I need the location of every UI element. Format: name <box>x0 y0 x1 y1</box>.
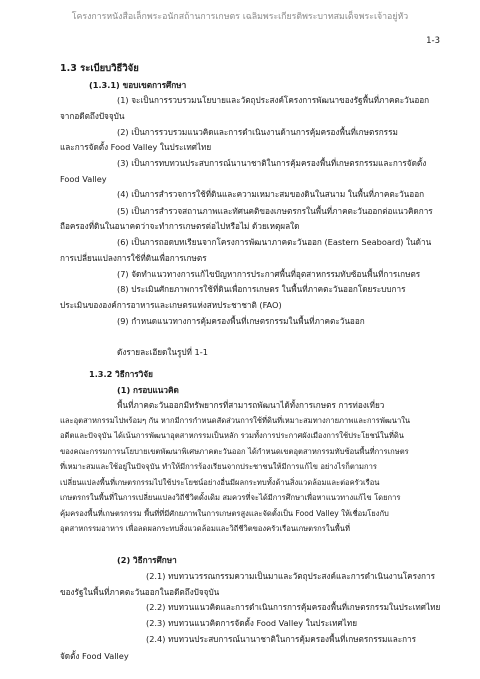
study-item-2-line-1: (2.2) ทบทวนแนวคิดและการดำเนินการการคุ้มครองพื้นที่เกษตรกรรมในประเทศไทย <box>146 602 441 612</box>
framework-line: เปลี่ยนแปลงพื้นที่เกษตรกรรมไปใช้ประโยชน์อย่างอื่นมีผลกระทบทั้งด้านสิ่งแวดล้อมและต่อครัวเรือน <box>60 478 380 487</box>
framework-line: คุ้มครองพื้นที่เกษตรกรรม พื้นที่ที่มีศักยภาพในการเกษตรสูงและจัดตั้งเป็น Food Valley ให้เชื่อมโยงกับ <box>60 509 389 518</box>
study-item-4-line-2: จัดตั้ง Food Valley <box>60 651 129 661</box>
study-item-1-line-2: ของรัฐในพื้นที่ภาคตะวันออกในอดีตถึงปัจจุบัน <box>60 587 220 597</box>
scope-heading: (1.3.1) ขอบเขตการศึกษา <box>89 80 187 90</box>
scope-item-3-line-2: Food Valley <box>60 174 107 184</box>
method-heading: 1.3.2 วิธีการวิจัย <box>89 369 153 379</box>
study-item-3-line-1: (2.3) ทบทวนแนวคิดการจัดตั้ง Food Valley ในประเทศไทย <box>146 618 357 628</box>
study-item-1-line-1: (2.1) ทบทวนวรรณกรรมความเป็นมาและวัตถุประสงค์และการดำเนินงานโครงการ <box>146 571 435 581</box>
figure-reference: ดังรายละเอียดในรูปที่ 1-1 <box>117 347 208 357</box>
scope-item-6-line-2: การเปลี่ยนแปลงการใช้ที่ดินเพื่อการเกษตร <box>60 253 207 263</box>
framework-line: ที่เหมาะสมและใช้อยู่ในปัจจุบัน ทำให้มีการร้องเรียนจากประชาชนให้มีการแก้ไข อย่างไรก็ตามการ <box>60 462 377 471</box>
scope-item-1-line-2: จากอดีตถึงปัจจุบัน <box>60 111 125 121</box>
scope-item-3-line-1: (3) เป็นการทบทวนประสบการณ์นานาชาติในการคุ้มครองพื้นที่เกษตรกรรมและการจัดตั้ง <box>117 158 427 168</box>
framework-line: พื้นที่ภาคตะวันออกมีทรัพยากรที่สามารถพัฒนาได้ทั้งการเกษตร การท่องเที่ยว <box>117 400 385 410</box>
scope-item-5-line-1: (5) เป็นการสำรวจสถานภาพและทัศนคติของเกษตรกรในพื้นที่ภาคตะวันออกต่อแนวคิดการ <box>117 206 433 216</box>
framework-heading: (1) กรอบแนวคิด <box>117 385 179 395</box>
scope-item-5-line-2: ถือครองที่ดินในอนาคตว่าจะทำการเกษตรต่อไปหรือไม่ ด้วยเหตุผลใด <box>60 221 300 231</box>
section-title: 1.3 ระเบียบวิธีวิจัย <box>60 63 139 74</box>
scope-item-8-line-2: ประเมินขององค์การอาหารและเกษตรแห่งสหประชาชาติ (FAO) <box>60 300 282 310</box>
running-header: โครงการหนังสือเล็กพระอนักสถ้านการเกษตร เฉลิมพระเกียรติพระบาทสมเด็จพระเจ้าอยู่หัว <box>71 12 409 22</box>
page-number: 1-3 <box>426 36 440 46</box>
scope-item-1-line-1: (1) จะเป็นการรวบรวมนโยบายและวัตถุประสงค์โครงการพัฒนาของรัฐพื้นที่ภาคตะวันออก <box>117 95 430 105</box>
framework-line: อดีตและปัจจุบัน ได้เน้นการพัฒนาอุตสาหกรรมเป็นหลัก รวมทั้งการประกาศผังเมืองการใช้ประโยชน์ในที่ดิน <box>60 431 404 440</box>
scope-item-4-line-1: (4) เป็นการสำรวจการใช้ที่ดินและความเหมาะสมของดินในสนาม ในพื้นที่ภาคตะวันออก <box>117 189 425 199</box>
scope-item-9-line-1: (9) กำหนดแนวทางการคุ้มครองพื้นที่เกษตรกรรมในพื้นที่ภาคตะวันออก <box>117 316 365 326</box>
framework-line: ของคณะกรรมการนโยบายเขตพัฒนาพิเศษภาคตะวันออก ได้กำหนดเขตอุตสาหกรรมทับซ้อนพื้นที่การเกษตร <box>60 447 409 456</box>
scope-item-6-line-1: (6) เป็นการถอดบทเรียนจากโครงการพัฒนาภาคตะวันออก (Eastern Seaboard) ในด้าน <box>117 237 432 247</box>
scope-item-2-line-2: และการจัดตั้ง Food Valley ในประเทศไทย <box>60 142 212 152</box>
scope-item-2-line-1: (2) เป็นการรวบรวมแนวคิดและการดำเนินงานด้านการคุ้มครองพื้นที่เกษตรกรรม <box>117 127 398 137</box>
scope-item-8-line-1: (8) ประเมินศักยภาพการใช้ที่ดินเพื่อการเกษตร ในพื้นที่ภาคตะวันออกโดยระบบการ <box>117 284 406 294</box>
study-heading: (2) วิธีการศึกษา <box>117 555 177 565</box>
framework-line: อุตสาหกรรมอาหาร เพื่อลดผลกระทบสิ่งแวดล้อมและวิถีชีวิตของครัวเรือนเกษตรกรในพื้นที่ <box>60 524 350 533</box>
framework-line: และอุตสาหกรรมไปพร้อมๆ กัน หากมีการกำหนดสัดส่วนการใช้ที่ดินที่เหมาะสมทางกายภาพและการพัฒนาใน <box>60 416 411 425</box>
study-item-4-line-1: (2.4) ทบทวนประสบการณ์นานาชาติในการคุ้มครองพื้นที่เกษตรกรรมและการ <box>146 634 417 644</box>
framework-line: เกษตรกรในพื้นที่ในการเปลี่ยนแปลงวิถีชีวิตดั้งเดิม สมควรที่จะได้มีการศึกษาเพื่อหาแนวทางแก้ไข โดยการ <box>60 493 401 502</box>
scope-item-7-line-1: (7) จัดทำแนวทางการแก้ไขปัญหาการประกาศพื้นที่อุตสาหกรรมทับซ้อนพื้นที่การเกษตร <box>117 269 421 279</box>
